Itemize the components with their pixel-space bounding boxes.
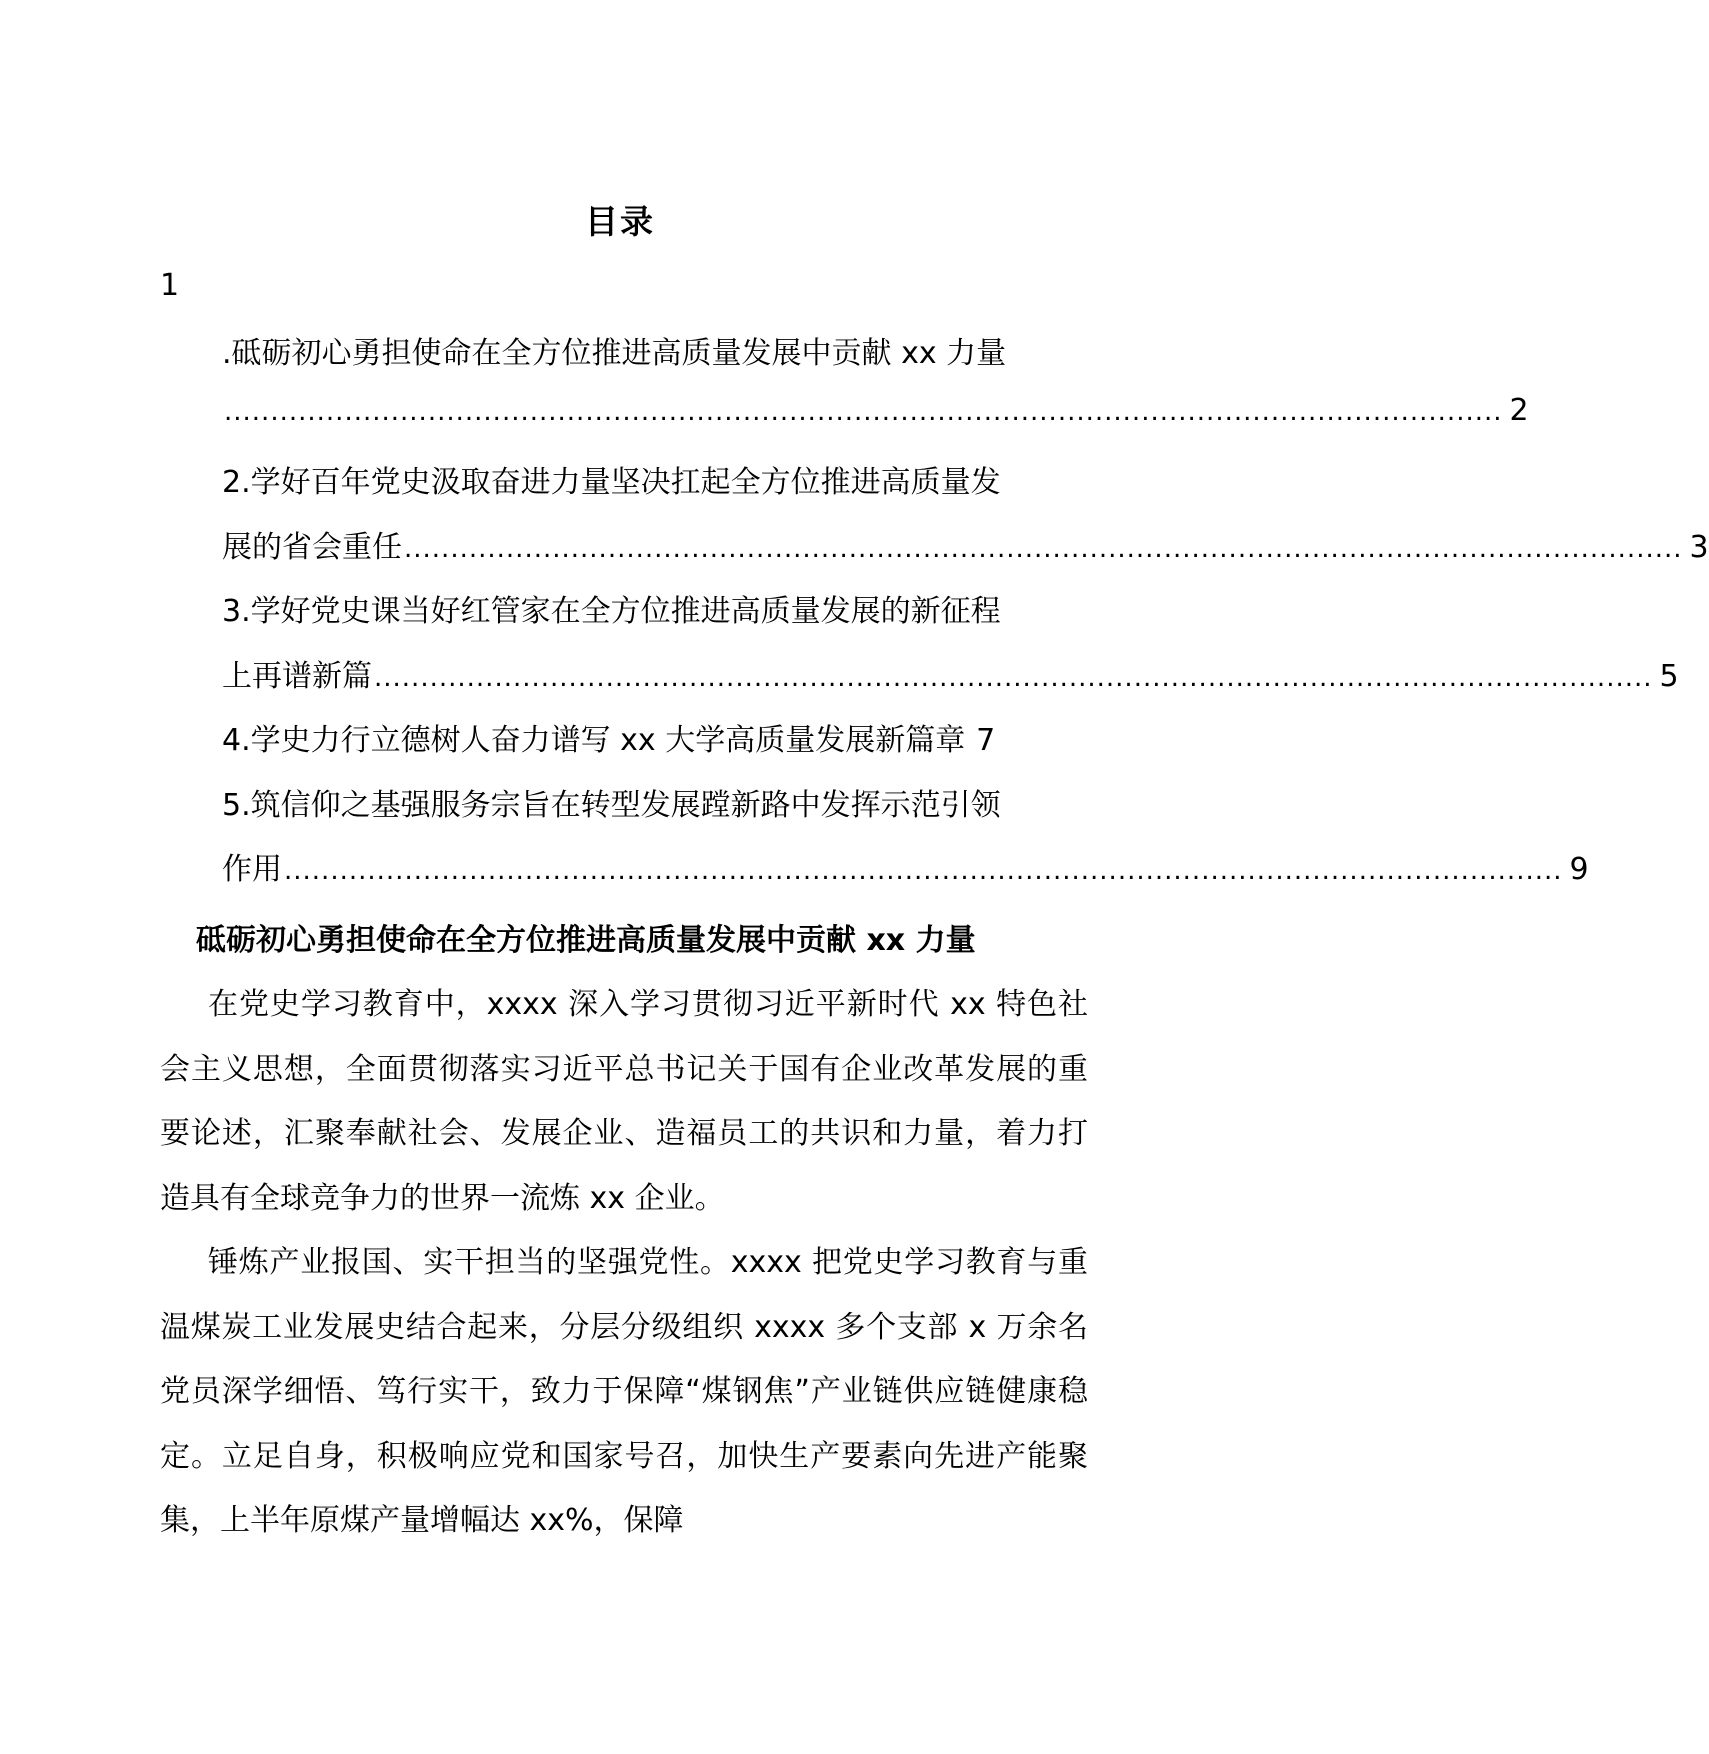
toc-page-number: 3 [1689, 529, 1709, 565]
toc-page-number: 9 [1569, 852, 1589, 887]
toc-entry-5-line-1[interactable] [222, 780, 1088, 845]
toc-page-number: 7 [976, 723, 996, 758]
toc-entry-text: 2.学好百年党史汲取奋进力量坚决扛起全方位推进高质量发 [222, 465, 1001, 500]
toc-entry-text: 3.学好党史课当好红管家在全方位推进高质量发展的新征程 [222, 594, 1001, 629]
table-of-contents [222, 328, 1709, 909]
dot-leader: .......................................................................................................................................... [284, 856, 1563, 886]
toc-entry-4-line-1[interactable] [222, 715, 1088, 780]
toc-entry-text: 上再谱新篇 [222, 658, 372, 694]
toc-entry-text: 5.筑信仰之基强服务宗旨在转型发展蹚新路中发挥示范引领 [222, 787, 1001, 823]
toc-page-number: 5 [1659, 658, 1679, 694]
toc-entry-1-number: 1 [160, 268, 180, 303]
toc-entry-text: 作用 [222, 852, 282, 887]
toc-entry-3-line-2[interactable] [222, 651, 1679, 716]
toc-entry-2-line-2[interactable] [222, 522, 1709, 587]
toc-entry-1-line-1[interactable] [222, 328, 1088, 393]
toc-entry-2-line-1[interactable] [222, 457, 1088, 522]
article-heading: 砥砺初心勇担使命在全方位推进高质量发展中贡献 xx 力量 [196, 923, 976, 958]
toc-entry-text: .砥砺初心勇担使命在全方位推进高质量发展中贡献 xx 力量 [222, 336, 1007, 371]
paragraph-2: 锤炼产业报国、实干担当的坚强党性。xxxx 把党史学习教育与重温煤炭工业发展史结合起来，分层分级组织 xxxx 多个支部 x 万余名党员深学细悟、笃行实干，致力于保障“煤钢焦”产业链供应链健康稳定。立足自身，积极响应党和国家号召，加快生产要素向先进产能聚集，上半年原煤产量增幅达 xx%，保障 [160, 1245, 1088, 1538]
toc-entry-5-line-2[interactable] [222, 844, 1589, 909]
toc-entry-text: 展的省会重任 [222, 529, 402, 565]
paragraph-1: 在党史学习教育中，xxxx 深入学习贯彻习近平新时代 xx 特色社会主义思想，全面贯彻落实习近平总书记关于国有企业改革发展的重要论述，汇聚奉献社会、发展企业、造福员工的共识和力量，着力打造具有全球竞争力的世界一流炼 xx 企业。 [160, 987, 1088, 1216]
dot-leader: .......................................................................................................................................... [374, 662, 1653, 693]
article-body [160, 973, 1088, 1554]
dot-leader: .......................................................................................................................................... [404, 533, 1683, 564]
toc-page-number: 2 [1509, 392, 1529, 428]
toc-entry-3-line-1[interactable] [222, 586, 1088, 651]
dot-leader: .......................................................................................................................................... [224, 396, 1503, 427]
toc-title: 目录 [585, 202, 655, 241]
toc-entry-text: 4.学史力行立德树人奋力谱写 xx 大学高质量发展新篇章 [222, 723, 966, 758]
toc-entry-1-line-2[interactable] [222, 392, 1529, 458]
